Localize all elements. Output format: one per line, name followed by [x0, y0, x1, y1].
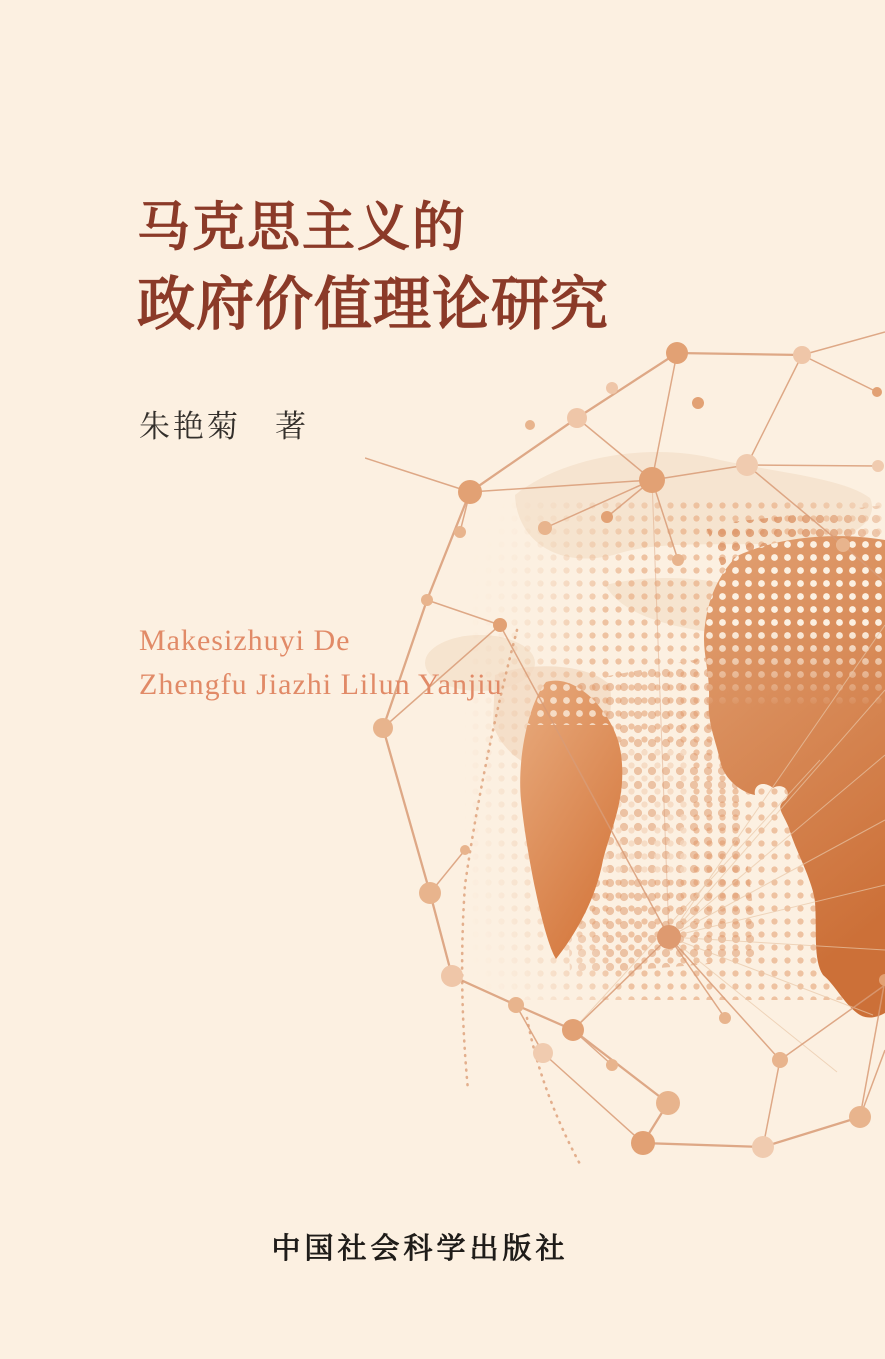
globe-network-illustration	[365, 330, 885, 1190]
author-name: 朱艳菊 著	[139, 409, 309, 444]
book-title-line1: 马克思主义的	[137, 198, 467, 257]
book-title-line2: 政府价值理论研究	[137, 272, 610, 337]
pinyin-title-line2: Zhengfu Jiazhi Lilun Yanjiu	[139, 668, 503, 701]
pinyin-title-line1: Makesizhuyi De	[139, 624, 351, 657]
publisher-imprint: 中国社会科学出版社	[271, 1231, 569, 1265]
book-title	[137, 200, 609, 336]
pinyin-title	[139, 619, 503, 707]
